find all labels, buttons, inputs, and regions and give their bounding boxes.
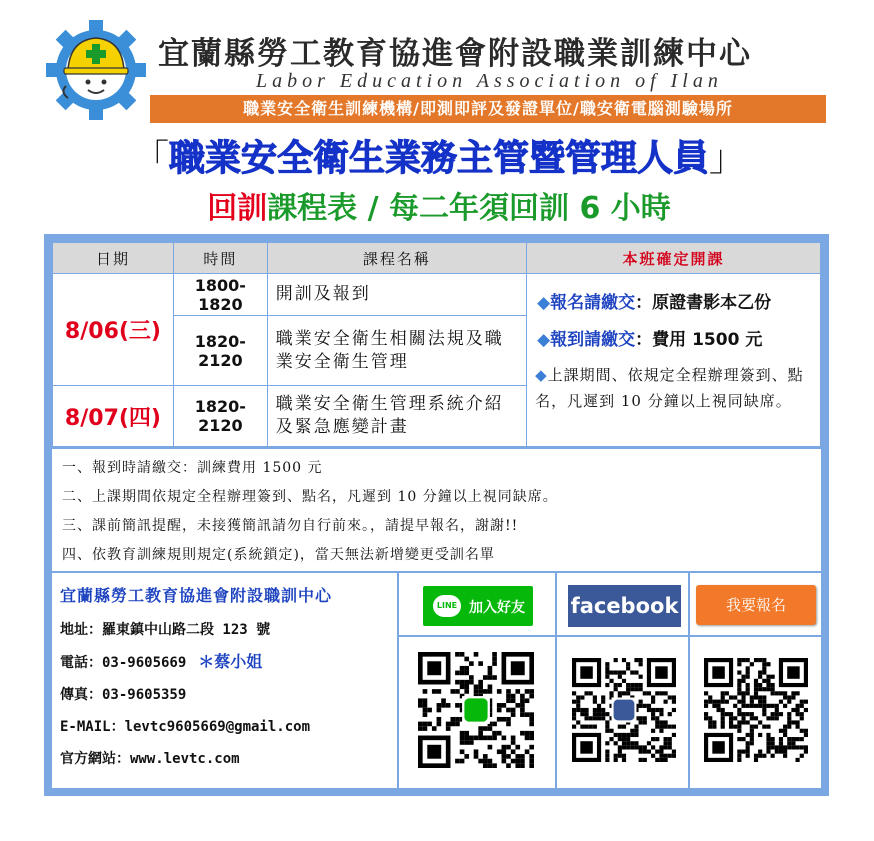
register-button[interactable]: 我要報名 <box>696 585 816 625</box>
line-add-friend-button[interactable] <box>423 586 533 626</box>
contact-address: 地址：羅東鎮中山路二段 123 號 <box>60 622 271 638</box>
header-course: 課程名稱 <box>267 243 526 274</box>
contact-phone-line <box>60 646 397 679</box>
info-item-1: ◆報名請繳交：原證書影本乙份 <box>537 293 772 313</box>
line-icon: LINE <box>433 595 461 617</box>
note-item: 三、課前簡訊提醒，未接獲簡訊請勿自行前來。，請提早報名，謝謝!! <box>62 518 519 534</box>
info-item-3: ◆上課期間、依規定全程辦理簽到、點名，凡遲到 10 分鐘以上視同缺席。 <box>535 366 804 410</box>
title-open-bracket: 「 <box>132 138 169 179</box>
header-confirmed: 本班確定開課 <box>527 243 821 274</box>
contact-phone: 電話：03-9605669 <box>60 655 187 671</box>
subtitle-green: 課程表 / 每二年須回訓 6 小時 <box>267 191 671 226</box>
line-qr-code-icon[interactable] <box>418 652 534 768</box>
schedule-table <box>52 242 821 447</box>
organization-name: 宜蘭縣勞工教育協進會附設職業訓練中心 <box>158 36 752 72</box>
diamond-bullet-icon: ◆ <box>537 330 551 350</box>
registration-info <box>527 274 821 447</box>
organization-name-english: Labor Education Association of Ilan <box>256 70 723 92</box>
note-item: 四、依教育訓練規則規定(系統鎖定)，當天無法新增變更受訓名單 <box>62 547 495 563</box>
course-cell: 職業安全衛生相關法規及職業安全衛生管理 <box>267 316 526 386</box>
header-date: 日期 <box>53 243 174 274</box>
facebook-button[interactable]: facebook <box>568 585 681 627</box>
header-time: 時間 <box>173 243 267 274</box>
contact-title: 宜蘭縣勞工教育協進會附設職訓中心 <box>60 586 333 605</box>
page-subtitle <box>44 188 834 230</box>
line-button-label: 加入好友 <box>469 600 525 616</box>
register-qr-code-icon[interactable] <box>704 658 808 762</box>
time-cell: 1800-1820 <box>173 274 267 316</box>
contact-person: ＊蔡小姐 <box>198 652 263 671</box>
time-cell: 1820-2120 <box>173 316 267 386</box>
page-title <box>44 136 834 182</box>
contact-section <box>52 573 399 788</box>
course-cell: 開訓及報到 <box>267 274 526 316</box>
date-cell: 8/07(四) <box>53 386 174 447</box>
contact-website[interactable]: 官方網站：www.levtc.com <box>60 751 240 767</box>
subtitle-red: 回訓 <box>207 191 268 226</box>
note-item: 二、上課期間依規定全程辦理簽到、點名，凡遲到 10 分鐘以上視同缺席。 <box>62 489 558 505</box>
course-cell: 職業安全衛生管理系統介紹及緊急應變計畫 <box>267 386 526 447</box>
facebook-qr-code-icon[interactable] <box>572 658 676 762</box>
contact-fax: 傳真：03-9605359 <box>60 687 187 703</box>
title-main: 職業安全衛生業務主管暨管理人員 <box>168 138 709 179</box>
table-row <box>53 274 821 316</box>
date-cell: 8/06(三) <box>53 274 174 386</box>
info-item-2: ◆報到請繳交：費用 1500 元 <box>537 330 763 350</box>
contact-email[interactable]: E-MAIL：levtc9605669@gmail.com <box>60 719 311 735</box>
notes-section <box>52 447 821 573</box>
title-close-bracket: 」 <box>709 138 746 179</box>
diamond-bullet-icon: ◆ <box>535 366 548 384</box>
time-cell: 1820-2120 <box>173 386 267 447</box>
gear-safety-helmet-logo-icon <box>44 18 148 122</box>
organization-subtitle-bar: 職業安全衛生訓練機構/即測即評及發證單位/職安衛電腦測驗場所 <box>150 95 826 123</box>
note-item: 一、報到時請繳交：訓練費用 1500 元 <box>62 460 323 476</box>
diamond-bullet-icon: ◆ <box>537 293 551 313</box>
